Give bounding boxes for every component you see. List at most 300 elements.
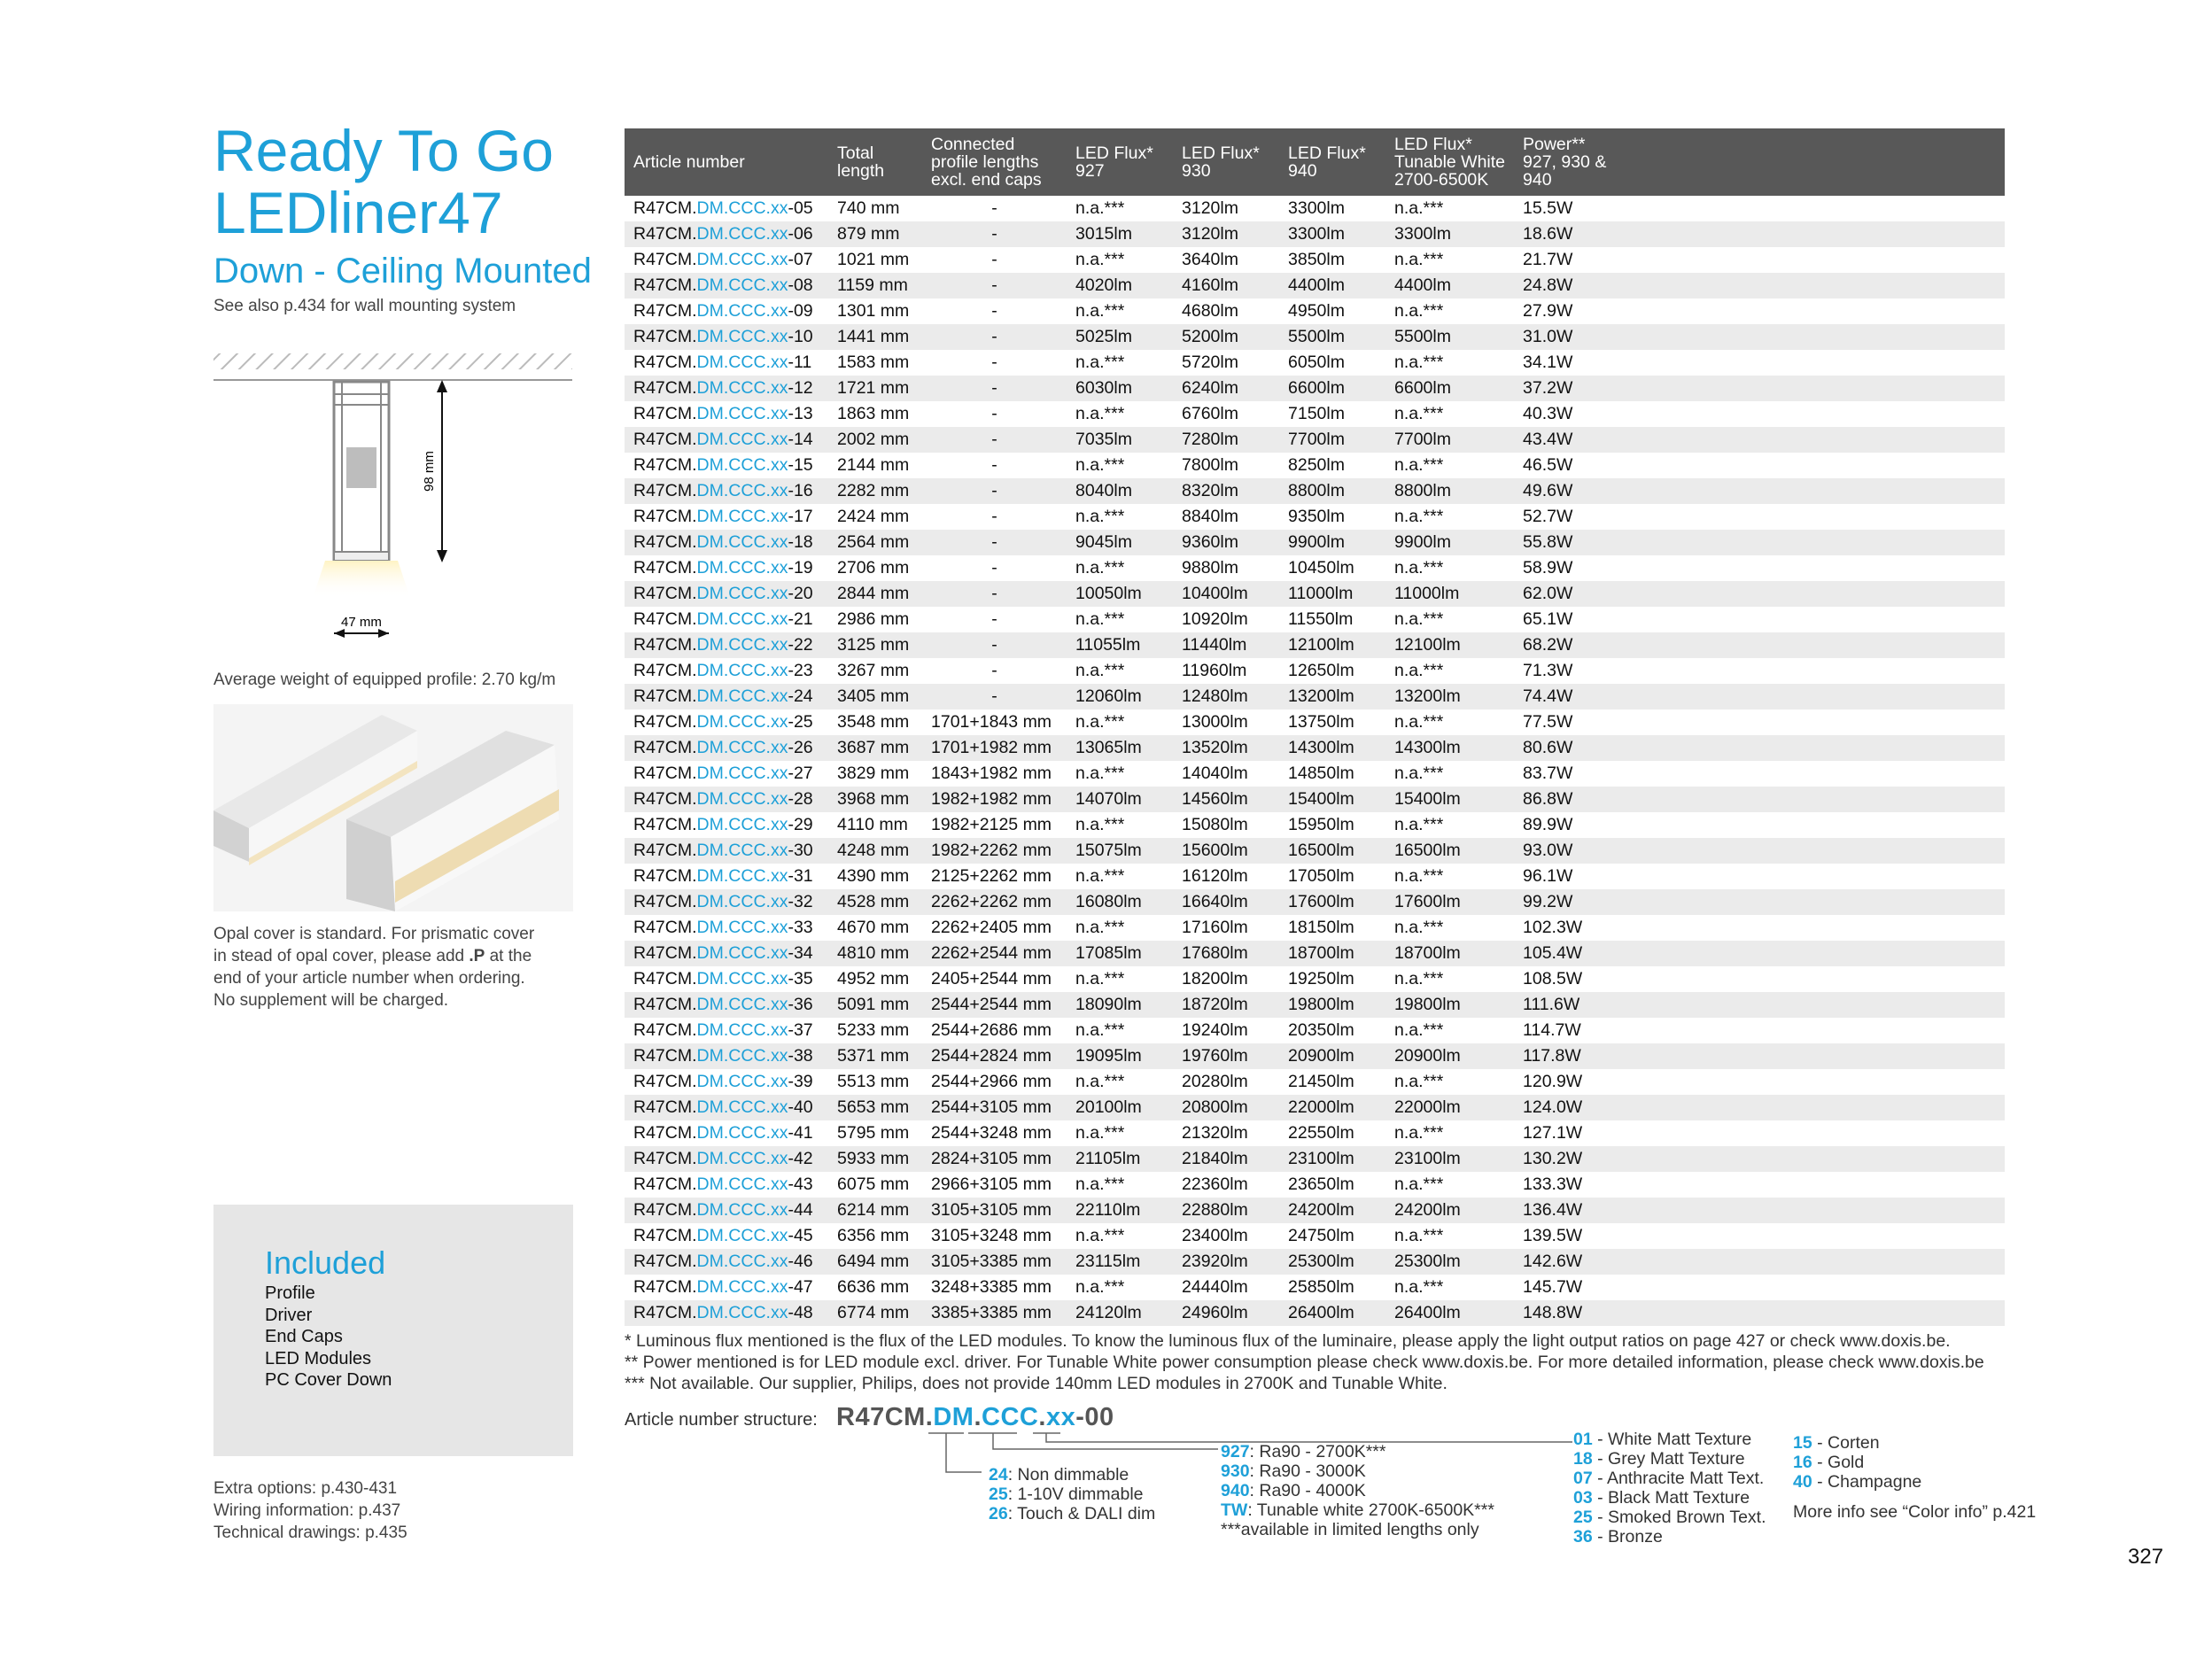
flux-tw-cell: 11000lm (1385, 581, 1514, 607)
power-cell: 65.1W (1523, 609, 1573, 629)
total-length-cell: 4248 mm (828, 838, 922, 864)
header-power: Power** 927, 930 & 940 (1514, 128, 2005, 196)
article-number-cell: R47CM.DM.CCC.xx-15 (633, 455, 813, 475)
total-length-cell: 3405 mm (828, 684, 922, 709)
dimming-legend (989, 1465, 1155, 1523)
connected-lengths-cell: 1843+1982 mm (931, 764, 1052, 783)
article-number-cell: R47CM.DM.CCC.xx-16 (625, 478, 828, 504)
power-cell: 111.6W (1514, 992, 2005, 1018)
connected-lengths-cell: 2125+2262 mm (931, 866, 1052, 886)
flux-tw-cell: 4400lm (1385, 273, 1514, 298)
power-cell: 124.0W (1514, 1095, 2005, 1120)
flux-930-cell: 3120lm (1182, 198, 1238, 218)
article-number-cell: R47CM.DM.CCC.xx-32 (625, 889, 828, 915)
flux-940-cell: 4950lm (1288, 301, 1345, 321)
article-number-cell: R47CM.DM.CCC.xx-18 (625, 530, 828, 555)
flux-tw-cell: n.a.*** (1394, 455, 1444, 475)
power-cell: 108.5W (1523, 969, 1583, 988)
total-length-cell: 3125 mm (828, 632, 922, 658)
power-cell: 40.3W (1523, 404, 1573, 423)
article-number-cell: R47CM.DM.CCC.xx-20 (625, 581, 828, 607)
flux-930-cell: 16640lm (1173, 889, 1279, 915)
flux-927-cell: 6030lm (1067, 376, 1173, 401)
connected-lengths-cell: 2544+3248 mm (931, 1123, 1052, 1143)
flux-927-cell: 9045lm (1067, 530, 1173, 555)
connected-lengths-cell: 2262+2262 mm (922, 889, 1067, 915)
flux-940-cell: 5500lm (1279, 324, 1385, 350)
flux-tw-cell: n.a.*** (1394, 764, 1444, 783)
flux-tw-cell: n.a.*** (1394, 558, 1444, 578)
connected-lengths-cell: - (922, 478, 1067, 504)
article-number-cell: R47CM.DM.CCC.xx-29 (633, 815, 813, 834)
flux-927-cell: 13065lm (1067, 735, 1173, 761)
total-length-cell: 2002 mm (828, 427, 922, 453)
flux-927-cell: 8040lm (1067, 478, 1173, 504)
total-length-cell: 2986 mm (837, 609, 910, 629)
flux-930-cell: 7280lm (1173, 427, 1279, 453)
total-length-cell: 1721 mm (828, 376, 922, 401)
flux-tw-cell: n.a.*** (1394, 250, 1444, 269)
total-length-cell: 4670 mm (837, 918, 910, 937)
connected-lengths-cell: - (922, 632, 1067, 658)
flux-tw-cell: n.a.*** (1394, 507, 1444, 526)
flux-940-cell: 17600lm (1279, 889, 1385, 915)
connected-lengths-cell: 2262+2544 mm (922, 941, 1067, 966)
flux-927-cell: n.a.*** (1075, 1123, 1125, 1143)
flux-tw-cell: 8800lm (1385, 478, 1514, 504)
flux-930-cell: 19760lm (1173, 1043, 1279, 1069)
flux-930-cell: 15600lm (1173, 838, 1279, 864)
flux-tw-cell: 7700lm (1385, 427, 1514, 453)
weight-note: Average weight of equipped profile: 2.70 kg/m (213, 671, 556, 689)
connected-lengths-cell: 2544+2966 mm (931, 1072, 1052, 1091)
article-number-cell: R47CM.DM.CCC.xx-46 (625, 1249, 828, 1275)
flux-930-cell: 6760lm (1182, 404, 1238, 423)
power-cell: 130.2W (1514, 1146, 2005, 1172)
flux-927-cell: 10050lm (1067, 581, 1173, 607)
flux-930-cell: 3120lm (1173, 221, 1279, 247)
color-legend-1 (1573, 1430, 1766, 1547)
flux-tw-cell: n.a.*** (1394, 404, 1444, 423)
flux-tw-cell: n.a.*** (1394, 1123, 1444, 1143)
flux-930-cell: 10400lm (1173, 581, 1279, 607)
flux-927-cell: n.a.*** (1075, 661, 1125, 680)
flux-940-cell: 4400lm (1279, 273, 1385, 298)
total-length-cell: 4952 mm (837, 969, 910, 988)
flux-940-cell: 11550lm (1288, 609, 1354, 629)
flux-930-cell: 9880lm (1182, 558, 1238, 578)
power-cell: 24.8W (1514, 273, 2005, 298)
article-number-cell: R47CM.DM.CCC.xx-14 (625, 427, 828, 453)
flux-tw-cell: 17600lm (1385, 889, 1514, 915)
included-title: Included (265, 1244, 386, 1281)
total-length-cell: 2706 mm (837, 558, 910, 578)
total-length-cell: 1021 mm (837, 250, 910, 269)
connected-lengths-cell: 3105+3105 mm (922, 1198, 1067, 1223)
color-option: 07 - Anthracite Matt Text. (1573, 1469, 1765, 1488)
total-length-cell: 3829 mm (837, 764, 910, 783)
flux-tw-cell: 6600lm (1385, 376, 1514, 401)
flux-930-cell: 14040lm (1182, 764, 1248, 783)
connected-lengths-cell: 2544+2686 mm (931, 1020, 1052, 1040)
flux-940-cell: 24200lm (1279, 1198, 1385, 1223)
power-cell: 117.8W (1514, 1043, 2005, 1069)
flux-927-cell: 18090lm (1067, 992, 1173, 1018)
flux-tw-cell: n.a.*** (1394, 918, 1444, 937)
flux-tw-cell: 19800lm (1385, 992, 1514, 1018)
flux-tw-cell: 14300lm (1385, 735, 1514, 761)
opal-note-line1: Opal cover is standard. For prismatic cover (213, 925, 535, 943)
flux-927-cell: 14070lm (1067, 787, 1173, 812)
flux-930-cell: 17680lm (1173, 941, 1279, 966)
total-length-cell: 6214 mm (828, 1198, 922, 1223)
article-number-cell: R47CM.DM.CCC.xx-05 (633, 198, 813, 218)
dimming-option: 25: 1-10V dimmable (989, 1485, 1144, 1504)
flux-940-cell: 3850lm (1288, 250, 1345, 269)
page-title-line1: Ready To Go (213, 118, 555, 183)
flux-940-cell: 11000lm (1279, 581, 1385, 607)
flux-940-cell: 13750lm (1288, 712, 1354, 732)
flux-tw-cell: n.a.*** (1394, 1174, 1444, 1194)
flux-940-cell: 9350lm (1288, 507, 1345, 526)
power-cell: 49.6W (1514, 478, 2005, 504)
flux-930-cell: 8320lm (1173, 478, 1279, 504)
total-length-cell: 2564 mm (828, 530, 922, 555)
flux-930-cell: 11960lm (1182, 661, 1247, 680)
height-label: 98 mm (422, 451, 437, 492)
article-number-cell: R47CM.DM.CCC.xx-07 (633, 250, 813, 269)
flux-tw-cell: n.a.*** (1394, 198, 1444, 218)
flux-927-cell: 24120lm (1067, 1300, 1173, 1326)
total-length-cell: 2144 mm (837, 455, 910, 475)
article-number-cell: R47CM.DM.CCC.xx-30 (625, 838, 828, 864)
power-cell: 83.7W (1523, 764, 1573, 783)
connected-lengths-cell: - (922, 581, 1067, 607)
color-option: 25 - Smoked Brown Text. (1573, 1508, 1766, 1527)
power-cell: 105.4W (1514, 941, 2005, 966)
article-number-cell: R47CM.DM.CCC.xx-41 (633, 1123, 813, 1143)
header-flux-tw: LED Flux* Tunable White 2700-6500K (1385, 128, 1514, 196)
connected-lengths-cell: - (991, 609, 997, 629)
flux-930-cell: 24440lm (1182, 1277, 1248, 1297)
flux-940-cell: 7700lm (1279, 427, 1385, 453)
connected-lengths-cell: - (922, 273, 1067, 298)
connected-lengths-cell: 2544+2544 mm (922, 992, 1067, 1018)
total-length-cell: 4528 mm (828, 889, 922, 915)
flux-927-cell: n.a.*** (1075, 301, 1125, 321)
flux-940-cell: 16500lm (1279, 838, 1385, 864)
article-number-cell: R47CM.DM.CCC.xx-42 (625, 1146, 828, 1172)
flux-940-cell: 12650lm (1288, 661, 1354, 680)
total-length-cell: 6075 mm (837, 1174, 910, 1194)
flux-930-cell: 20800lm (1173, 1095, 1279, 1120)
footnote-power: ** Power mentioned is for LED module excl. driver. For Tunable White power consumption please check www.doxis.be. For more detailed information, please check www.doxis.be (625, 1353, 1984, 1372)
cct-option: 927: Ra90 - 2700K*** (1221, 1442, 1386, 1461)
connected-lengths-cell: 2544+3105 mm (922, 1095, 1067, 1120)
flux-940-cell: 22000lm (1279, 1095, 1385, 1120)
flux-tw-cell: n.a.*** (1394, 1226, 1444, 1245)
total-length-cell: 6636 mm (837, 1277, 910, 1297)
connected-lengths-cell: 1701+1843 mm (931, 712, 1052, 732)
total-length-cell: 5795 mm (837, 1123, 910, 1143)
flux-tw-cell: 20900lm (1385, 1043, 1514, 1069)
power-cell: 52.7W (1523, 507, 1573, 526)
power-cell: 136.4W (1514, 1198, 2005, 1223)
included-item: End Caps (265, 1327, 343, 1346)
color-option: 18 - Grey Matt Texture (1573, 1449, 1745, 1469)
connected-lengths-cell: - (991, 301, 997, 321)
cct-option: TW: Tunable white 2700K-6500K*** (1221, 1500, 1494, 1520)
color-option: 03 - Black Matt Texture (1573, 1488, 1750, 1508)
flux-tw-cell: n.a.*** (1394, 661, 1444, 680)
flux-tw-cell: n.a.*** (1394, 1072, 1444, 1091)
power-cell: 71.3W (1523, 661, 1573, 680)
article-number-cell: R47CM.DM.CCC.xx-31 (633, 866, 813, 886)
power-cell: 99.2W (1514, 889, 2005, 915)
flux-940-cell: 19800lm (1279, 992, 1385, 1018)
total-length-cell: 6494 mm (828, 1249, 922, 1275)
connected-lengths-cell: 3248+3385 mm (931, 1277, 1052, 1297)
total-length-cell: 5653 mm (828, 1095, 922, 1120)
power-cell: 114.7W (1523, 1020, 1581, 1040)
total-length-cell: 1441 mm (828, 324, 922, 350)
width-label: 47 mm (341, 615, 382, 630)
total-length-cell: 3687 mm (828, 735, 922, 761)
flux-940-cell: 19250lm (1288, 969, 1354, 988)
flux-940-cell: 20350lm (1288, 1020, 1354, 1040)
color-option: 15 - Corten (1793, 1433, 1880, 1453)
flux-927-cell: 19095lm (1067, 1043, 1173, 1069)
connected-lengths-cell: 2544+2824 mm (922, 1043, 1067, 1069)
flux-927-cell: n.a.*** (1075, 455, 1125, 475)
color-option: 01 - White Matt Texture (1573, 1430, 1752, 1449)
color-option: 40 - Champagne (1793, 1472, 1922, 1492)
flux-940-cell: 20900lm (1279, 1043, 1385, 1069)
article-number-cell: R47CM.DM.CCC.xx-27 (633, 764, 813, 783)
flux-927-cell: n.a.*** (1075, 1277, 1125, 1297)
flux-tw-cell: 26400lm (1385, 1300, 1514, 1326)
flux-tw-cell: 3300lm (1385, 221, 1514, 247)
included-item: LED Modules (265, 1348, 372, 1368)
flux-930-cell: 7800lm (1182, 455, 1238, 475)
total-length-cell: 1301 mm (837, 301, 910, 321)
flux-930-cell: 22880lm (1173, 1198, 1279, 1223)
color-option: 36 - Bronze (1573, 1527, 1663, 1547)
flux-927-cell: n.a.*** (1075, 558, 1125, 578)
flux-tw-cell: 15400lm (1385, 787, 1514, 812)
flux-930-cell: 15080lm (1182, 815, 1248, 834)
total-length-cell: 3548 mm (837, 712, 910, 732)
page-subtitle: Down - Ceiling Mounted (213, 252, 592, 291)
total-length-cell: 4810 mm (828, 941, 922, 966)
opal-note-line3: end of your article number when ordering. (213, 969, 525, 988)
structure-code: R47CM.DM.CCC.xx-00 (836, 1403, 1114, 1431)
flux-927-cell: n.a.*** (1075, 250, 1125, 269)
power-cell: 15.5W (1523, 198, 1573, 218)
flux-927-cell: n.a.*** (1075, 1072, 1125, 1091)
header-flux-930: LED Flux* 930 (1173, 128, 1279, 196)
power-cell: 139.5W (1523, 1226, 1583, 1245)
flux-930-cell: 5200lm (1173, 324, 1279, 350)
flux-tw-cell: n.a.*** (1394, 969, 1444, 988)
power-cell: 133.3W (1523, 1174, 1583, 1194)
included-item: PC Cover Down (265, 1370, 392, 1390)
flux-940-cell: 22550lm (1288, 1123, 1354, 1143)
flux-940-cell: 24750lm (1288, 1226, 1354, 1245)
cct-legend (1221, 1442, 1494, 1539)
power-cell: 34.1W (1523, 353, 1573, 372)
flux-930-cell: 10920lm (1182, 609, 1248, 629)
flux-tw-cell: 16500lm (1385, 838, 1514, 864)
total-length-cell: 740 mm (837, 198, 900, 218)
flux-930-cell: 23920lm (1173, 1249, 1279, 1275)
dimming-option: 24: Non dimmable (989, 1465, 1129, 1485)
cct-option: 930: Ra90 - 3000K (1221, 1461, 1366, 1481)
flux-tw-cell: n.a.*** (1394, 609, 1444, 629)
flux-930-cell: 18720lm (1173, 992, 1279, 1018)
article-number-cell: R47CM.DM.CCC.xx-09 (633, 301, 813, 321)
article-number-cell: R47CM.DM.CCC.xx-36 (625, 992, 828, 1018)
power-cell: 21.7W (1523, 250, 1573, 269)
article-number-cell: R47CM.DM.CCC.xx-48 (625, 1300, 828, 1326)
power-cell: 58.9W (1523, 558, 1573, 578)
color-legend-2 (1793, 1433, 2036, 1522)
article-number-cell: R47CM.DM.CCC.xx-21 (633, 609, 813, 629)
article-number-cell: R47CM.DM.CCC.xx-39 (633, 1072, 813, 1091)
power-cell: 18.6W (1514, 221, 2005, 247)
connected-lengths-cell: 3105+3385 mm (922, 1249, 1067, 1275)
footnote-flux: * Luminous flux mentioned is the flux of the LED modules. To know the luminous flux of the luminaire, please apply the light output ratios on page 427 or check www.doxis.be. (625, 1331, 1951, 1351)
flux-927-cell: 22110lm (1067, 1198, 1173, 1223)
power-cell: 62.0W (1514, 581, 2005, 607)
flux-930-cell: 21840lm (1173, 1146, 1279, 1172)
flux-930-cell: 3640lm (1182, 250, 1238, 269)
flux-930-cell: 20280lm (1182, 1072, 1248, 1091)
flux-927-cell: n.a.*** (1075, 764, 1125, 783)
cct-note: ***available in limited lengths only (1221, 1520, 1479, 1539)
total-length-cell: 5091 mm (828, 992, 922, 1018)
article-number-cell: R47CM.DM.CCC.xx-11 (633, 353, 812, 372)
article-number-cell: R47CM.DM.CCC.xx-06 (625, 221, 828, 247)
connected-lengths-cell: - (922, 221, 1067, 247)
flux-tw-cell: 13200lm (1385, 684, 1514, 709)
power-cell: 31.0W (1514, 324, 2005, 350)
total-length-cell: 1159 mm (828, 273, 922, 298)
flux-940-cell: 13200lm (1279, 684, 1385, 709)
article-number-cell: R47CM.DM.CCC.xx-34 (625, 941, 828, 966)
connected-lengths-cell: 3385+3385 mm (922, 1300, 1067, 1326)
connected-lengths-cell: - (991, 353, 997, 372)
structure-label: Article number structure: (625, 1410, 818, 1430)
flux-927-cell: n.a.*** (1075, 866, 1125, 886)
flux-927-cell: n.a.*** (1075, 198, 1125, 218)
flux-940-cell: 23650lm (1288, 1174, 1354, 1194)
flux-940-cell: 25850lm (1288, 1277, 1354, 1297)
flux-930-cell: 19240lm (1182, 1020, 1248, 1040)
power-cell: 86.8W (1514, 787, 2005, 812)
total-length-cell: 2282 mm (828, 478, 922, 504)
flux-927-cell: 20100lm (1067, 1095, 1173, 1120)
article-number-cell: R47CM.DM.CCC.xx-24 (625, 684, 828, 709)
technical-drawings: Technical drawings: p.435 (213, 1523, 407, 1542)
connected-lengths-cell: 2405+2544 mm (931, 969, 1052, 988)
power-cell: 93.0W (1514, 838, 2005, 864)
total-length-cell: 5933 mm (828, 1146, 922, 1172)
article-number-cell: R47CM.DM.CCC.xx-40 (625, 1095, 828, 1120)
connected-lengths-cell: 1982+1982 mm (922, 787, 1067, 812)
color-info-note: More info see “Color info” p.421 (1793, 1502, 2037, 1522)
flux-927-cell: n.a.*** (1075, 1020, 1125, 1040)
connected-lengths-cell: - (991, 198, 997, 218)
flux-927-cell: 16080lm (1067, 889, 1173, 915)
header-flux-940: LED Flux* 940 (1279, 128, 1385, 196)
flux-940-cell: 14300lm (1279, 735, 1385, 761)
flux-tw-cell: 25300lm (1385, 1249, 1514, 1275)
power-cell: 68.2W (1514, 632, 2005, 658)
connected-lengths-cell: 1982+2125 mm (931, 815, 1052, 834)
connected-lengths-cell: 1982+2262 mm (922, 838, 1067, 864)
connected-lengths-cell: 1701+1982 mm (922, 735, 1067, 761)
connected-lengths-cell: - (991, 455, 997, 475)
connected-lengths-cell: - (922, 427, 1067, 453)
flux-tw-cell: n.a.*** (1394, 353, 1444, 372)
flux-940-cell: 8800lm (1279, 478, 1385, 504)
flux-tw-cell: n.a.*** (1394, 815, 1444, 834)
flux-930-cell: 5720lm (1182, 353, 1238, 372)
power-cell: 145.7W (1523, 1277, 1583, 1297)
total-length-cell: 3968 mm (828, 787, 922, 812)
flux-940-cell: 7150lm (1288, 404, 1345, 423)
flux-930-cell: 18200lm (1182, 969, 1248, 988)
total-length-cell: 3267 mm (837, 661, 910, 680)
flux-940-cell: 3300lm (1279, 221, 1385, 247)
flux-940-cell: 15400lm (1279, 787, 1385, 812)
total-length-cell: 5233 mm (837, 1020, 910, 1040)
flux-940-cell: 8250lm (1288, 455, 1345, 475)
article-number-cell: R47CM.DM.CCC.xx-19 (633, 558, 813, 578)
flux-927-cell: 17085lm (1067, 941, 1173, 966)
power-cell: 77.5W (1523, 712, 1573, 732)
flux-tw-cell: 24200lm (1385, 1198, 1514, 1223)
power-cell: 89.9W (1523, 815, 1573, 834)
opal-note-line4: No supplement will be charged. (213, 991, 449, 1010)
header-connected: Connected profile lengths excl. end caps (922, 128, 1067, 196)
flux-927-cell: n.a.*** (1075, 1226, 1125, 1245)
article-number-cell: R47CM.DM.CCC.xx-25 (633, 712, 813, 732)
flux-927-cell: n.a.*** (1075, 507, 1125, 526)
flux-930-cell: 11440lm (1173, 632, 1279, 658)
power-cell: 142.6W (1514, 1249, 2005, 1275)
article-number-cell: R47CM.DM.CCC.xx-12 (625, 376, 828, 401)
connected-lengths-cell: - (991, 661, 997, 680)
flux-927-cell: n.a.*** (1075, 815, 1125, 834)
connected-lengths-cell: - (922, 684, 1067, 709)
flux-930-cell: 17160lm (1182, 918, 1248, 937)
article-number-cell: R47CM.DM.CCC.xx-08 (625, 273, 828, 298)
flux-940-cell: 18150lm (1288, 918, 1354, 937)
included-item: Driver (265, 1305, 313, 1325)
flux-927-cell: 23115lm (1067, 1249, 1173, 1275)
article-number-cell: R47CM.DM.CCC.xx-23 (633, 661, 813, 680)
flux-tw-cell: n.a.*** (1394, 301, 1444, 321)
flux-930-cell: 24960lm (1173, 1300, 1279, 1326)
header-total-length: Total length (828, 128, 922, 196)
flux-927-cell: 15075lm (1067, 838, 1173, 864)
flux-927-cell: 3015lm (1067, 221, 1173, 247)
flux-940-cell: 15950lm (1288, 815, 1354, 834)
power-cell: 46.5W (1523, 455, 1573, 475)
connected-lengths-cell: - (922, 324, 1067, 350)
